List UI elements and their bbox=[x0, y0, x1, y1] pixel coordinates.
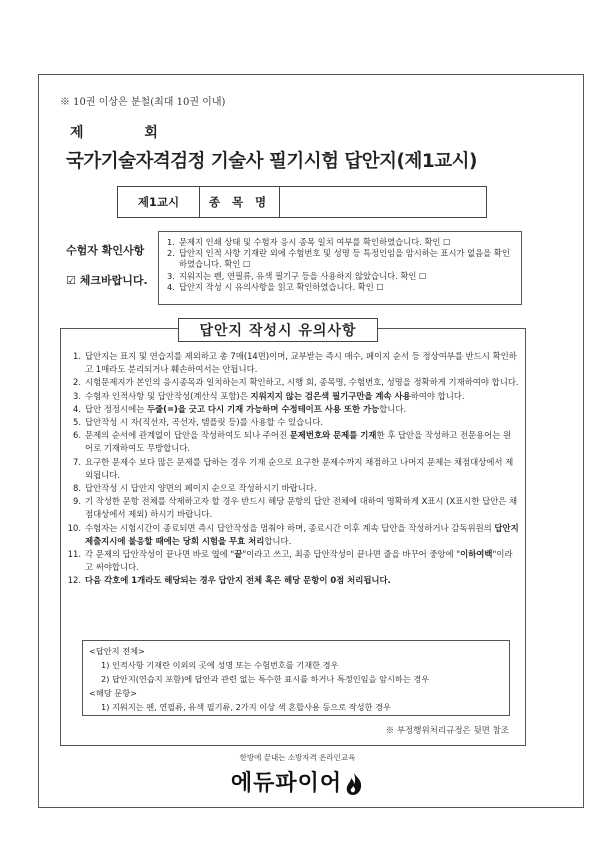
page-title: 국가기술자격검정 기술사 필기시험 답안지(제1교시) bbox=[66, 151, 477, 172]
check-item[interactable]: 1. 문제지 인쇄 상태 및 수험자 응시 종목 일치 여부를 확인하였습니다. 확인 ☐ bbox=[167, 237, 451, 247]
back-reference-note: ※ 부정행위처리규정은 뒷면 참조 bbox=[385, 726, 509, 736]
condition-heading: <답안지 전체> bbox=[89, 646, 145, 656]
notice-item: 4. 답안 정정시에는 두줄(=)을 긋고 다시 기재 가능하며 수정테이프 사용 또한 가능합니다. bbox=[73, 403, 407, 414]
notice-item: 10. 수험자는 시험시간이 종료되면 즉시 답안작성을 멈춰야 하며, 종료시간 이후 계속 답안을 작성하거나 감독위원의 답안지 제출지시에 불응할 때에는 당회 시험을 무효 처리합니다. bbox=[67, 522, 519, 546]
notice-item: 11. 각 문제의 답안작성이 끝나면 바로 옆에 "끝"이라고 쓰고, 최종 답안작성이 끝나면 줄을 바꾸어 중앙에 "이하여백"이라고 써야합니다. bbox=[67, 549, 513, 573]
notice-title: 답안지 작성시 유의사항 bbox=[178, 318, 378, 342]
notice-item: 8. 답안작성 시 답안지 양면의 페이지 순으로 작성하시기 바랍니다. bbox=[73, 483, 317, 494]
exam-round-label: 제 회 bbox=[70, 125, 186, 141]
zero-score-conditions bbox=[82, 640, 510, 716]
check-item[interactable]: 4. 답안지 작성 시 유의사항을 읽고 확인하였습니다. 확인 ☐ bbox=[167, 281, 384, 292]
condition-heading: <해당 문항> bbox=[89, 688, 137, 698]
notice-item: 12. 다음 각호에 1개라도 해당되는 경우 답안지 전체 혹은 해당 문항이 0점 처리됩니다. bbox=[67, 575, 391, 586]
check-list bbox=[158, 231, 522, 305]
notice-item: 9. 기 작성한 문항 전체를 삭제하고자 할 경우 반드시 해당 문항의 답안 전체에 대하여 명확하게 X표시 (X표시한 답안은 채점대상에서 제외) 하시기 바랍니다. bbox=[73, 496, 518, 520]
logo-tagline: 한방에 끝내는 소방자격 온라인교육 bbox=[239, 753, 356, 762]
notice-item: 1. 답안지는 표지 및 연습지를 제외하고 총 7매(14면)이며, 교부받는 즉시 매수, 페이지 순서 등 정상여부를 반드시 확인하고 1매라도 분리되거나 훼손하여서는 안됩니다. bbox=[73, 351, 517, 375]
notice-item: 3. 수험자 인적사항 및 답안작성(계산식 포함)은 지워지지 않는 검은색 필기구만을 계속 사용하여야 합니다. bbox=[73, 390, 465, 401]
condition-item: 1) 지워지는 펜, 연필류, 유색 필기류, 2가지 이상 색 혼합사용 등으로 작성한 경우 bbox=[101, 702, 391, 712]
notice-item: 5. 답안작성 시 자(직선자, 곡선자, 템플릿 등)를 사용할 수 있습니다. bbox=[73, 417, 324, 428]
check-heading-line1: 수험자 확인사항 bbox=[66, 244, 145, 257]
check-item[interactable]: 3. 지워지는 펜, 연필류, 유색 필기구 등을 사용하지 않았습니다. 확인 ☐ bbox=[167, 270, 427, 281]
condition-item: 1) 인적사항 기재란 이외의 곳에 성명 또는 수험번호를 기재한 경우 bbox=[101, 660, 339, 670]
subject-value-field[interactable] bbox=[280, 187, 486, 217]
logo bbox=[0, 766, 595, 797]
subject-label-cell: 종 목 명 bbox=[200, 187, 280, 217]
check-item[interactable]: 2. 답안지 인적 사항 기재란 외에 수험번호 및 성명 등 특정인임을 암시하는 표시가 없음을 확인하였습니다. 확인 ☐ bbox=[167, 248, 510, 270]
flame-icon bbox=[344, 772, 364, 796]
check-heading-line2: ☑ 체크바랍니다. bbox=[66, 274, 148, 287]
check-heading bbox=[60, 231, 158, 299]
notice-item: 2. 시험문제지가 본인의 응시종목과 일치하는지 확인하고, 시행 회, 종목명, 수험번호, 성명을 정확하게 기재하여야 합니다. bbox=[73, 377, 519, 388]
session-cell: 제1교시 bbox=[118, 187, 200, 217]
condition-item: 2) 답안지(연습지 포함)에 답안과 관련 없는 특수한 표시를 하거나 특정인임을 암시하는 경우 bbox=[101, 674, 430, 684]
split-note: ※ 10권 이상은 분철(최대 10권 이내) bbox=[60, 97, 226, 108]
session-table bbox=[117, 186, 487, 218]
notice-list bbox=[67, 350, 519, 588]
notice-item: 6. 문제의 순서에 관계없이 답안을 작성하여도 되나 주어진 문제번호와 문제를 기재한 후 답안을 작성하고 전문용어는 원어로 기재하여도 무방합니다. bbox=[73, 430, 512, 454]
logo-text: 에듀파이어 bbox=[230, 771, 343, 796]
notice-item: 7. 요구한 문제수 보다 많은 문제를 답하는 경우 기재 순으로 요구한 문제수까지 채점하고 나머지 문제는 채점대상에서 제외됩니다. bbox=[73, 456, 514, 480]
